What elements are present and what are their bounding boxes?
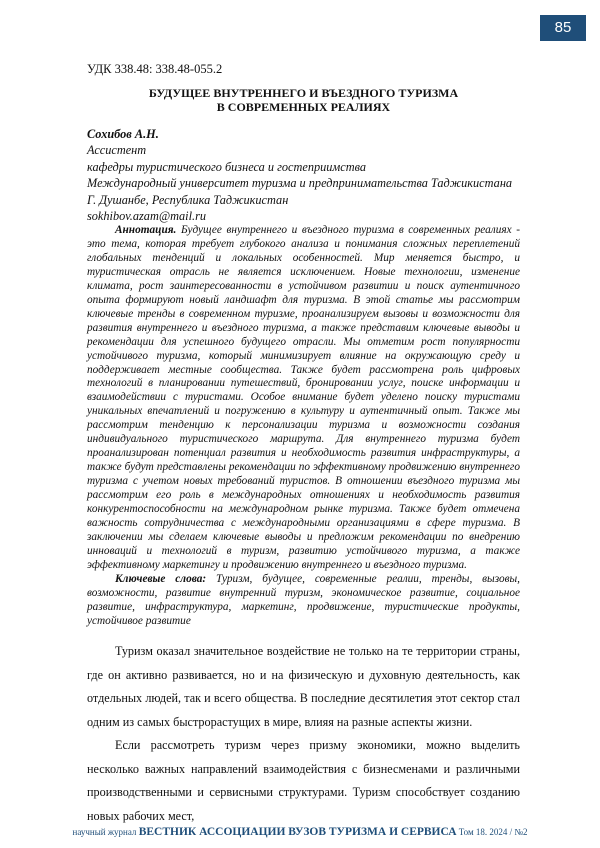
keywords-text: Туризм, будущее, современные реалии, тренды, вызовы, возможности, развитие внутренний туризм, экономическое развитие, социальное развитие, инфраструктура, маркетинг, продвижение, туристические продукты, устойчивое развитие [87, 573, 520, 627]
page-footer [0, 826, 600, 838]
page-number: 85 [540, 15, 586, 41]
author-email[interactable]: sokhibov.azam@mail.ru [87, 209, 207, 224]
body-paragraph-1: Туризм оказал значительное воздействие не только на те территории страны, где он активно развивается, но и на физическую и духовную деятельность, как отдельных людей, так и всего общества. В последние десятилетия этот сектор стал одним из самых быстрорастущих в мире, влияя на разные аспекты жизни. [87, 644, 520, 729]
abstract-text: Будущее внутреннего и въездного туризма в современных реалиях - это тема, которая требует глубокого анализа и понимания сложных переплетений глобальных тенденций и локальных особенностей. Мир меняется быстро, и туристическая отрасль не является исключением. Новые технологии, изменение климата, рост заинтересованности в устойчивом развитии и поиск аутентичного опыта формируют новый ландшафт для туризма. В этой статье мы рассмотрим ключевые тренды в современном туризме, проанализируем вызовы и возможности для развития внутреннего и въездного туризма, а также представим ключевые выводы и рекомендации для успешного будущего отрасли. Мы отметим рост популярности устойчивого туризма, который минимизирует влияние на окружающую среду и поддерживает местные сообщества. Также будет рассмотрена роль цифровых технологий в планировании путешествий, бронировании услуг, поиске информации и взаимодействии с туристами. Особое внимание будет уделено поиску туристами уникальных впечатлений и погружению в культуру и аутентичный опыт. Также мы рассмотрим тенденцию к персонализации туризма и возможности создания индивидуального туристического маршрута. Для внутреннего туризма будет проанализирован потенциал развития и необходимость развития инфраструктуры, а также будут представлены рекомендации по эффективному продвижению внутреннего туризма с учетом новых требований туристов. В отношении въездного туризма мы рассмотрим его роль в международных отношениях и необходимость развития конкурентоспособности на международном рынке туризма. Также будет отмечена важность сотрудничества с международными организациями в сфере туризма. В заключении мы сделаем ключевые выводы и предложим рекомендации по внедрению инноваций и технологий в туризм, развитию устойчивого туризма, а также эффективному маркетингу и продвижению внутреннего и въездного туризма. [87, 224, 520, 571]
footer-journal-name: ВЕСТНИК АССОЦИАЦИИ ВУЗОВ ТУРИЗМА И СЕРВИСА [138, 826, 457, 838]
author-info [87, 126, 540, 224]
body-paragraph-2: Если рассмотреть туризм через призму экономики, можно выделить несколько важных направлений взаимодействия с бизнесменами и различными производственными и сервисными структурами. Туризм способствует созданию новых рабочих мест, [87, 738, 520, 823]
article-title [87, 86, 520, 114]
footer-prefix: научный журнал [72, 827, 137, 837]
abstract-label: Аннотация. [115, 224, 177, 236]
title-line-1: БУДУЩЕЕ ВНУТРЕННЕГО И ВЪЕЗДНОГО ТУРИЗМА [148, 86, 459, 100]
author-university: Международный университет туризма и предпринимательства Таджикистана [87, 176, 513, 191]
footer-issue: Том 18. 2024 / №2 [458, 827, 528, 837]
abstract [87, 224, 520, 573]
udc-code: УДК 338.48: 338.48-055.2 [87, 62, 223, 76]
keywords [87, 573, 520, 629]
keywords-label: Ключевые слова: [115, 573, 207, 585]
author-department: кафедры туристического бизнеса и гостеприимства [87, 159, 367, 174]
author-position: Ассистент [87, 143, 147, 158]
author-city: Г. Душанбе, Республика Таджикистан [87, 192, 289, 207]
title-line-2: В СОВРЕМЕННЫХ РЕАЛИЯХ [216, 100, 391, 114]
author-name: Сохибов А.Н. [87, 127, 159, 141]
body-text [87, 640, 520, 828]
